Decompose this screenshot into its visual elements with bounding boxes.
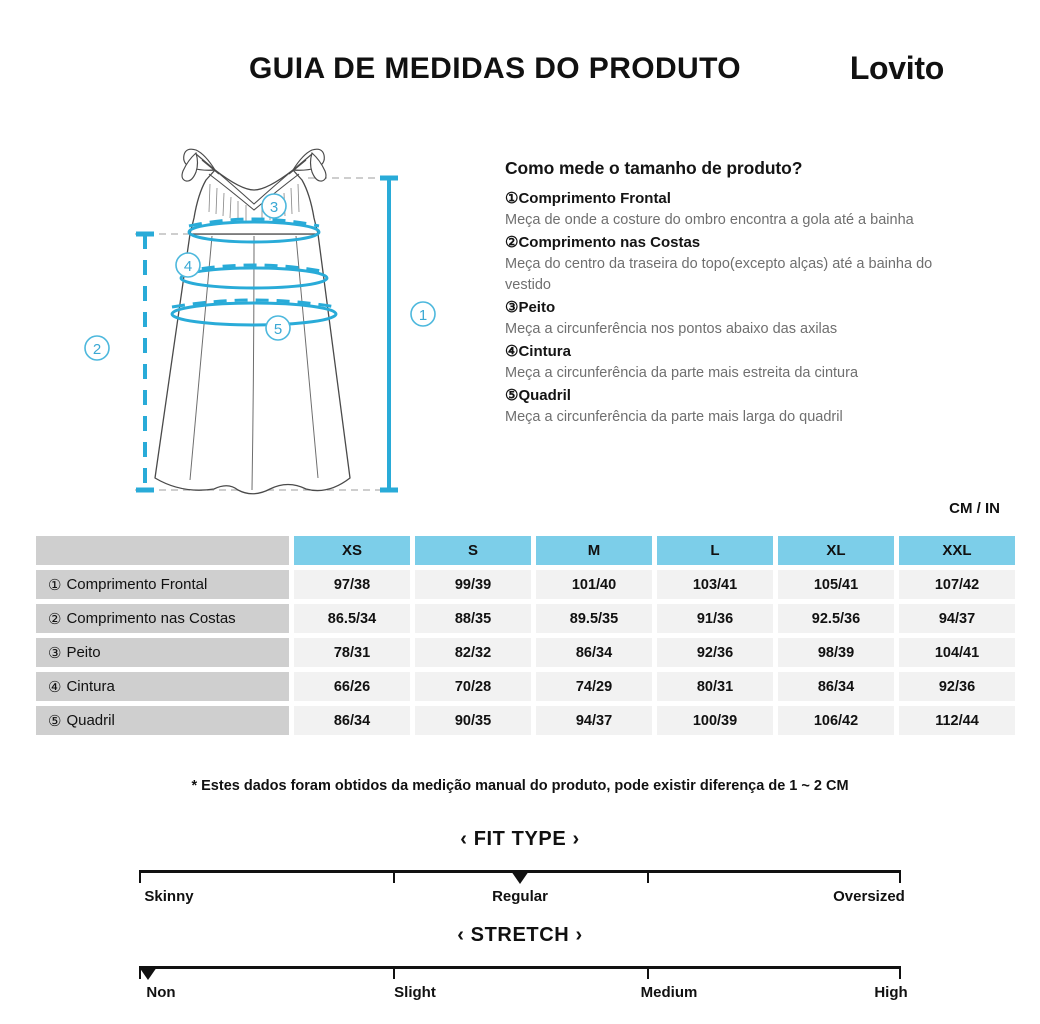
instruction-term: ②Comprimento nas Costas — [505, 233, 701, 251]
marker-hip — [266, 316, 290, 340]
marker-bust — [262, 194, 286, 218]
stretch-label-non: Non — [146, 984, 176, 1001]
fit-type-labels — [139, 888, 905, 908]
stretch-labels — [139, 984, 908, 1004]
table-cell: 101/40 — [536, 570, 652, 599]
row-label-text: Peito — [66, 644, 101, 661]
fit-type-selected-marker — [511, 871, 529, 884]
unit-label: CM / IN — [949, 500, 1000, 517]
table-corner-cell — [36, 536, 289, 565]
table-cell: 92.5/36 — [778, 604, 894, 633]
table-row — [36, 604, 1004, 633]
instruction-term: ④Cintura — [505, 343, 571, 361]
instruction-term: ⑤Quadril — [505, 386, 571, 404]
instruction-desc: Meça de onde a costure do ombro encontra a gola até a bainha — [505, 211, 914, 228]
table-cell: 94/37 — [899, 604, 1015, 633]
stretch-tick — [647, 966, 649, 979]
fit-type-tick — [647, 870, 649, 883]
table-cell: 78/31 — [294, 638, 410, 667]
brand-logo: Lovito — [849, 50, 944, 86]
table-row — [36, 570, 1004, 599]
instruction-item — [505, 297, 975, 340]
fit-type-label-regular: Regular — [492, 888, 548, 905]
size-header-l: L — [657, 536, 773, 565]
measurement-footnote: * Estes dados foram obtidos da medição manual do produto, pode existir diferença de 1 ~ 2 CM — [191, 778, 849, 794]
size-header-m: M — [536, 536, 652, 565]
svg-text:1: 1 — [418, 307, 428, 324]
marker-waist — [176, 253, 200, 277]
table-cell: 70/28 — [415, 672, 531, 701]
svg-text:5: 5 — [273, 321, 283, 338]
row-label — [36, 638, 289, 667]
table-cell: 98/39 — [778, 638, 894, 667]
stretch-axis-line — [139, 966, 901, 969]
table-cell: 97/38 — [294, 570, 410, 599]
row-label — [36, 570, 289, 599]
table-cell: 80/31 — [657, 672, 773, 701]
page-title: GUIA DE MEDIDAS DO PRODUTO — [248, 52, 742, 85]
fit-type-label-skinny: Skinny — [144, 888, 194, 905]
row-label-text: Cintura — [66, 678, 115, 695]
table-cell: 94/37 — [536, 706, 652, 735]
instruction-term: ①Comprimento Frontal — [505, 190, 671, 207]
instruction-desc: Meça a circunferência da parte mais estreita da cintura — [505, 364, 859, 381]
stretch-selected-marker — [139, 967, 157, 980]
row-label-text: Quadril — [66, 712, 115, 729]
table-cell: 99/39 — [415, 570, 531, 599]
table-cell: 107/42 — [899, 570, 1015, 599]
svg-text:4: 4 — [183, 258, 193, 275]
svg-text:3: 3 — [269, 199, 279, 216]
page-header — [0, 52, 1040, 98]
instruction-item — [505, 188, 975, 231]
table-cell: 74/29 — [536, 672, 652, 701]
table-header-row — [36, 536, 1004, 565]
table-cell: 86/34 — [778, 672, 894, 701]
table-cell: 105/41 — [778, 570, 894, 599]
instruction-term: ③Peito — [505, 299, 556, 317]
stretch-tick — [393, 966, 395, 979]
table-cell: 88/35 — [415, 604, 531, 633]
measurement-instructions — [505, 158, 975, 429]
table-cell: 104/41 — [899, 638, 1015, 667]
fit-type-tick — [393, 870, 395, 883]
table-cell: 106/42 — [778, 706, 894, 735]
row-label — [36, 706, 289, 735]
stretch-label-medium: Medium — [640, 984, 698, 1001]
table-cell: 112/44 — [899, 706, 1015, 735]
size-chart-table — [36, 536, 1004, 740]
fit-type-scale — [0, 828, 1040, 908]
dress-measurement-illustration — [78, 108, 454, 512]
instruction-desc: Meça a circunferência da parte mais larga do quadril — [505, 408, 843, 425]
stretch-tick — [899, 966, 901, 979]
table-cell: 89.5/35 — [536, 604, 652, 633]
size-header-s: S — [415, 536, 531, 565]
table-cell: 103/41 — [657, 570, 773, 599]
row-label — [36, 604, 289, 633]
fit-type-title: ‹ FIT TYPE › — [460, 828, 580, 850]
table-cell: 66/26 — [294, 672, 410, 701]
row-label-text: Comprimento Frontal — [66, 576, 208, 593]
size-header-xl: XL — [778, 536, 894, 565]
table-cell: 86.5/34 — [294, 604, 410, 633]
stretch-title: ‹ STRETCH › — [457, 924, 583, 946]
dress-diagram-svg — [78, 108, 454, 512]
stretch-label-high: High — [874, 984, 908, 1001]
instructions-heading: Como mede o tamanho de produto? — [505, 158, 803, 178]
instruction-desc: Meça do centro da traseira do topo(excepto alças) até a bainha do vestido — [505, 255, 933, 293]
marker-front-length — [411, 302, 435, 326]
instruction-item — [505, 232, 975, 296]
row-marker-icon: ③ — [48, 644, 62, 662]
table-cell: 92/36 — [899, 672, 1015, 701]
table-cell: 82/32 — [415, 638, 531, 667]
shoulder-tie-bows — [182, 149, 326, 181]
fit-type-label-oversized: Oversized — [833, 888, 905, 905]
table-row — [36, 638, 1004, 667]
row-label — [36, 672, 289, 701]
size-header-xs: XS — [294, 536, 410, 565]
stretch-scale — [0, 924, 1040, 1004]
table-cell: 90/35 — [415, 706, 531, 735]
stretch-label-slight: Slight — [394, 984, 436, 1001]
row-marker-icon: ② — [48, 610, 62, 628]
instruction-item — [505, 341, 975, 384]
table-cell: 100/39 — [657, 706, 773, 735]
fit-type-tick — [139, 870, 141, 883]
row-marker-icon: ⑤ — [48, 712, 62, 730]
stretch-axis — [139, 956, 901, 982]
row-marker-icon: ④ — [48, 678, 62, 696]
table-cell: 91/36 — [657, 604, 773, 633]
marker-back-length — [85, 336, 109, 360]
instruction-item — [505, 385, 975, 428]
table-cell: 86/34 — [294, 706, 410, 735]
table-cell: 86/34 — [536, 638, 652, 667]
svg-text:2: 2 — [92, 341, 102, 358]
back-length-bar — [136, 234, 154, 490]
front-length-bar — [380, 178, 398, 490]
row-label-text: Comprimento nas Costas — [66, 610, 236, 627]
fit-type-tick — [899, 870, 901, 883]
table-cell: 92/36 — [657, 638, 773, 667]
table-row — [36, 706, 1004, 735]
row-marker-icon: ① — [48, 576, 62, 594]
table-row — [36, 672, 1004, 701]
fit-type-axis — [139, 860, 901, 886]
size-header-xxl: XXL — [899, 536, 1015, 565]
instruction-desc: Meça a circunferência nos pontos abaixo das axilas — [505, 320, 838, 337]
